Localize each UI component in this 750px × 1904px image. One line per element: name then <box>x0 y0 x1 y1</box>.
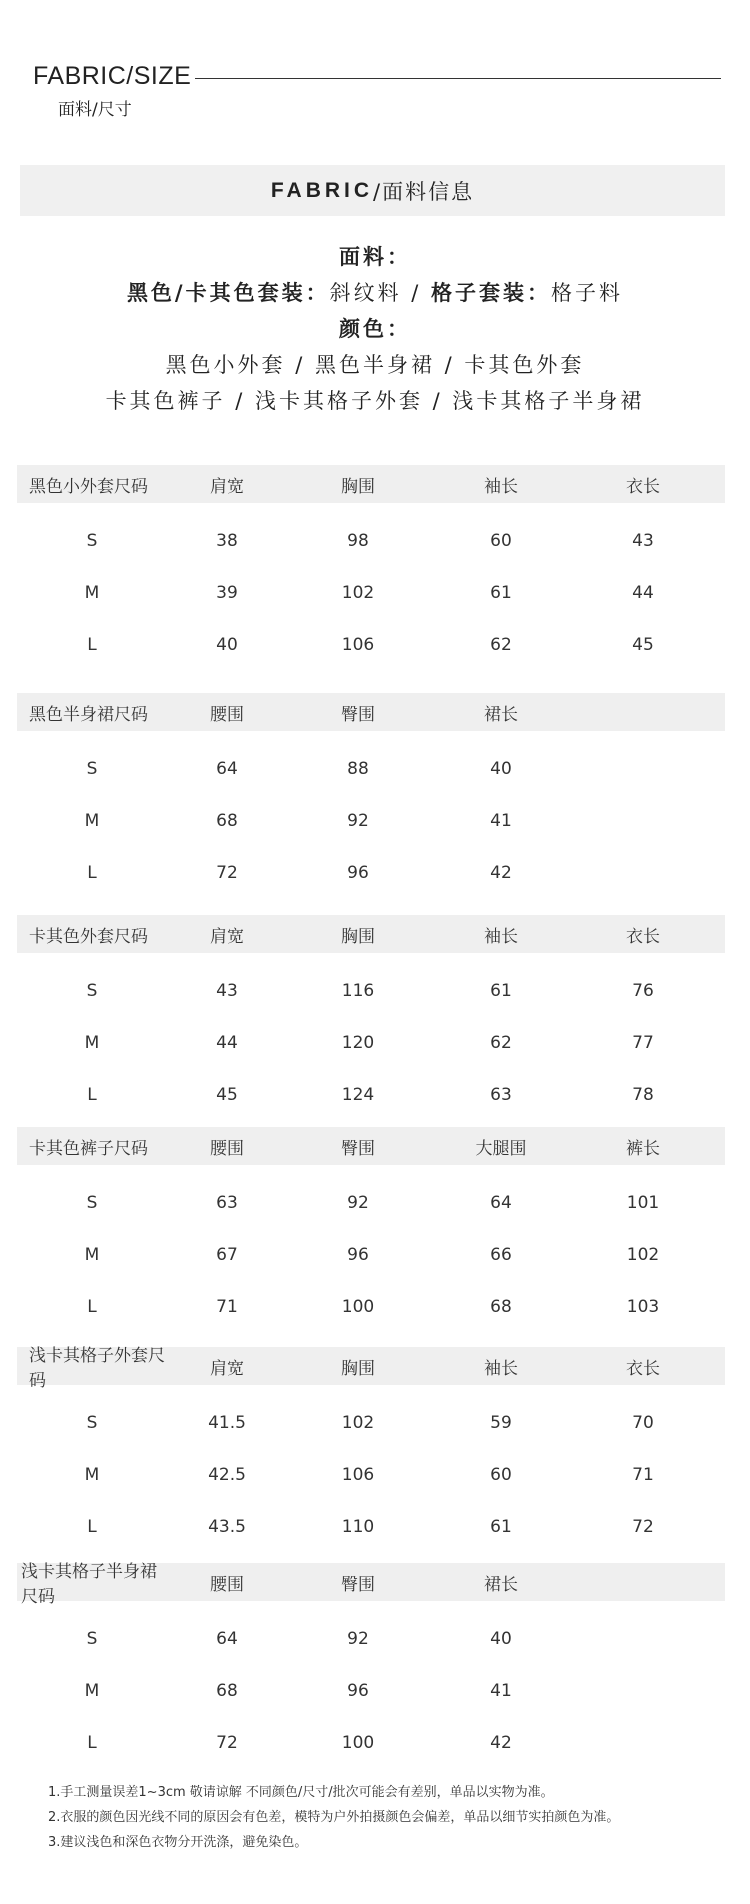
table-row: L 40 106 62 45 <box>87 635 654 655</box>
size-table-plaid-skirt <box>17 1563 725 1769</box>
fabric-line <box>0 275 750 311</box>
size-table-khaki-pants <box>17 1127 725 1333</box>
table-row: S 64 92 40 <box>86 1629 512 1649</box>
page-subtitle: 面料/尺寸 <box>58 100 132 120</box>
table-row: L 45 124 63 78 <box>87 1085 654 1105</box>
table-row: L 72 100 42 <box>87 1733 512 1753</box>
table-row: M 68 92 41 <box>84 811 512 831</box>
note-item: 1.手工测量误差1~3cm 敬请谅解 不同颜色/尺寸/批次可能会有差别，单品以实物为准。 <box>48 1785 554 1800</box>
table-row: M 67 96 66 102 <box>84 1245 660 1265</box>
colors-line-1: 黑色小外套 / 黑色半身裙 / 卡其色外套 <box>165 353 585 377</box>
page-header <box>33 62 191 120</box>
table-row: L 43.5 110 61 72 <box>87 1517 654 1537</box>
table-header: 卡其色裤子尺码 腰围 臀围 大腿围 裤长 <box>17 1127 725 1165</box>
table-row: M 39 102 61 44 <box>84 583 654 603</box>
fabric-suit-label: 黑色/卡其色套装： <box>126 281 330 305</box>
page-title: FABRIC/SIZE <box>33 62 192 90</box>
table-row: S 64 88 40 <box>86 759 512 779</box>
fabric-check-value: 格子料 <box>551 281 624 305</box>
table-row: M 68 96 41 <box>84 1681 512 1701</box>
size-table-plaid-jacket <box>17 1347 725 1553</box>
fabric-label: 面料： <box>339 245 411 269</box>
colors-label: 颜色： <box>339 317 411 341</box>
table-row: M 44 120 62 77 <box>84 1033 654 1053</box>
table-header: 浅卡其格子半身裙尺码 腰围 臀围 裙长 <box>17 1563 725 1601</box>
note-item: 3.建议浅色和深色衣物分开洗涤，避免染色。 <box>48 1835 308 1850</box>
size-table-black-jacket <box>17 465 725 671</box>
table-header: 黑色半身裙尺码 腰围 臀围 裙长 <box>17 693 725 731</box>
table-row: M 42.5 106 60 71 <box>84 1465 654 1485</box>
table-row: L 71 100 68 103 <box>87 1297 660 1317</box>
table-row: S 63 92 64 101 <box>86 1193 660 1213</box>
table-row: S 38 98 60 43 <box>86 531 654 551</box>
table-header: 黑色小外套尺码 肩宽 胸围 袖长 衣长 <box>17 465 725 503</box>
table-row: S 43 116 61 76 <box>86 981 654 1001</box>
table-row: S 41.5 102 59 70 <box>86 1413 654 1433</box>
note-item: 2.衣服的颜色因光线不同的原因会有色差，模特为户外拍摄颜色会偏差，单品以细节实拍颜色为准。 <box>48 1810 620 1825</box>
fabric-check-label: 格子套装： <box>431 281 552 305</box>
size-table-black-skirt <box>17 693 725 899</box>
table-header: 浅卡其格子外套尺码 肩宽 胸围 袖长 衣长 <box>17 1347 725 1385</box>
header-divider <box>195 78 721 79</box>
fabric-suit-value: 斜纹料 / <box>329 281 432 305</box>
table-header: 卡其色外套尺码 肩宽 胸围 袖长 衣长 <box>17 915 725 953</box>
care-notes <box>48 1780 619 1855</box>
section-title-bold: FABRIC <box>270 178 374 202</box>
colors-line-2: 卡其色裤子 / 浅卡其格子外套 / 浅卡其格子半身裙 <box>105 389 645 413</box>
size-table-khaki-jacket <box>17 915 725 1121</box>
table-row: L 72 96 42 <box>87 863 512 883</box>
fabric-section-bar <box>20 165 725 216</box>
section-title-rest: /面料信息 <box>373 179 475 204</box>
